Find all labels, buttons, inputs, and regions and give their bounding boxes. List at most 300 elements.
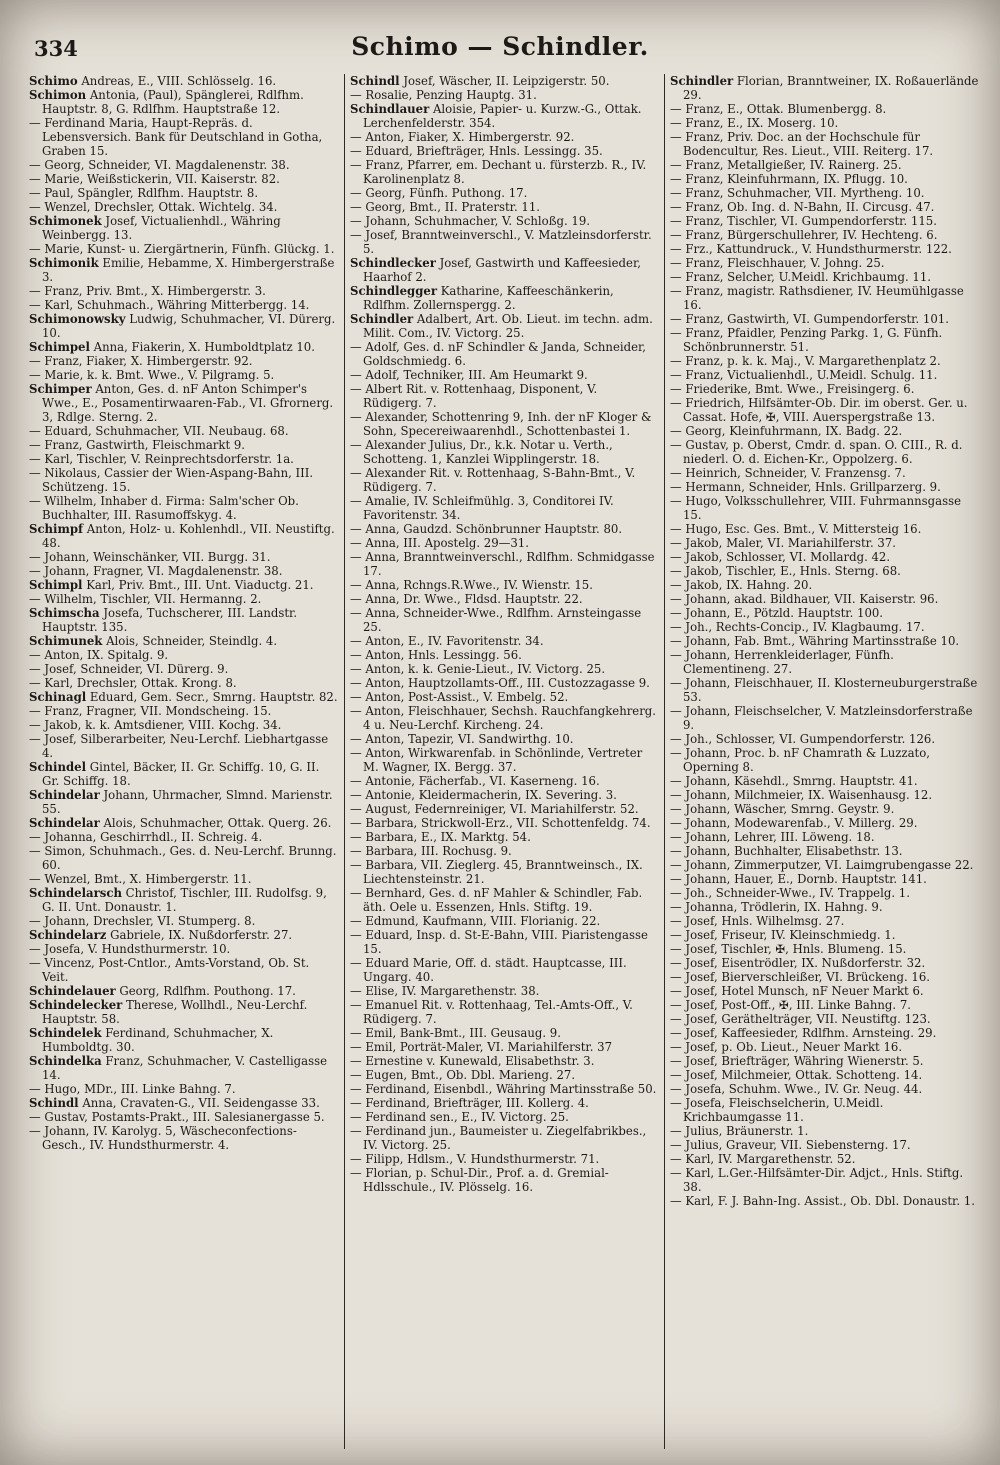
directory-entry [350, 998, 659, 1026]
entry-text: — Josef, Bierverschleißer, VI. Brückeng. 16. [670, 970, 930, 984]
entry-text: — Anton, Hnls. Lessingg. 56. [350, 648, 522, 662]
page-number: 334 [34, 36, 78, 61]
entry-text: — Hermann, Schneider, Hnls. Grillparzerg. 9. [670, 480, 941, 494]
entry-text: — Anna, Rchngs.R.Wwe., IV. Wienstr. 15. [350, 578, 593, 592]
entry-text: — Franz, Metallgießer, IV. Rainerg. 25. [670, 158, 902, 172]
directory-entry [350, 522, 659, 536]
directory-entry [29, 172, 339, 186]
directory-entry [29, 606, 339, 634]
directory-entry [670, 816, 979, 830]
directory-entry [29, 592, 339, 606]
entry-text: — Josef, Silberarbeiter, Neu-Lerchf. Liebhartgasse 4. [29, 732, 329, 760]
directory-entry [670, 326, 979, 354]
directory-entry [350, 746, 659, 774]
directory-entry [670, 424, 979, 438]
directory-entry [350, 536, 659, 550]
directory-entry [670, 564, 979, 578]
directory-entry [29, 732, 339, 760]
directory-entry [350, 1068, 659, 1082]
directory-entry [670, 788, 979, 802]
entry-text: — Franz, Selcher, U.Meidl. Krichbaumg. 11. [670, 270, 932, 284]
directory-entry [670, 606, 979, 620]
directory-entry [670, 1138, 979, 1152]
directory-entry [670, 102, 979, 116]
entry-text: — Wenzel, Drechsler, Ottak. Wichtelg. 34. [29, 200, 278, 214]
entry-text: — Franz, Tischler, VI. Gumpendorferstr. 115. [670, 214, 937, 228]
entry-text: — Anton, k. k. Genie-Lieut., IV. Victorg. 25. [350, 662, 606, 676]
directory-entry [350, 550, 659, 578]
directory-entry [350, 186, 659, 200]
directory-entry [350, 74, 659, 88]
entry-text: — Alexander Rit. v. Rottenhaag, S-Bahn-Bmt., V. Rüdigerg. 7. [350, 466, 636, 494]
entry-text: — Anton, Post-Assist., V. Embelg. 52. [350, 690, 569, 704]
entry-surname: Schindl [350, 74, 400, 88]
directory-entry [670, 466, 979, 480]
entry-text: — Marie, Weißstickerin, VII. Kaiserstr. 82. [29, 172, 280, 186]
directory-entry [670, 648, 979, 676]
entry-text: — Johann, Fleischselcher, V. Matzleinsdorferstraße 9. [670, 704, 973, 732]
directory-entry [350, 928, 659, 956]
entry-text: — Josefa, Schuhm. Wwe., IV. Gr. Neug. 44. [670, 1082, 923, 1096]
directory-entry [350, 774, 659, 788]
directory-entry [29, 984, 339, 998]
entry-text: Josef, Wäscher, II. Leipzigerstr. 50. [399, 74, 610, 88]
entry-surname: Schimper [29, 382, 92, 396]
directory-entry [29, 214, 339, 242]
entry-surname: Schimpl [29, 578, 83, 592]
directory-entry [670, 928, 979, 942]
entry-text: — Wilhelm, Inhaber d. Firma: Salm'scher Ob. Buchhalter, III. Rasumoffskyg. 4. [29, 494, 299, 522]
directory-entry [350, 578, 659, 592]
directory-entry [670, 872, 979, 886]
directory-entry [29, 634, 339, 648]
directory-entry [670, 74, 979, 102]
directory-entry [29, 1054, 339, 1082]
entry-text: — Franz, Gastwirth, Fleischmarkt 9. [29, 438, 246, 452]
entry-text: — Anton, IX. Spitalg. 9. [29, 648, 169, 662]
entry-text: Anna, Cravaten-G., VII. Seidengasse 33. [78, 1096, 320, 1110]
directory-entry [670, 956, 979, 970]
directory-entry [29, 676, 339, 690]
directory-entry [670, 914, 979, 928]
directory-entry [350, 648, 659, 662]
directory-entry [670, 536, 979, 550]
directory-entry [350, 144, 659, 158]
entry-surname: Schimonowsky [29, 312, 126, 326]
directory-entry [670, 1124, 979, 1138]
entry-text: — Georg, Fünfh. Puthong. 17. [350, 186, 528, 200]
entry-text: — Eduard, Briefträger, Hnls. Lessingg. 35. [350, 144, 603, 158]
entry-text: — Josef, Hotel Munsch, nF Neuer Markt 6. [670, 984, 924, 998]
directory-entry [29, 760, 339, 788]
entry-text: Christof, Tischler, III. Rudolfsg. 9, G. II. Unt. Donaustr. 1. [42, 886, 327, 914]
directory-entry [29, 354, 339, 368]
directory-entry [350, 816, 659, 830]
entry-text: — Johann, Fragner, VI. Magdalenenstr. 38. [29, 564, 283, 578]
directory-entry [350, 1082, 659, 1096]
directory-entry [29, 200, 339, 214]
entry-text: — Josef, Geräthelträger, VII. Neustiftg. 123. [670, 1012, 931, 1026]
directory-entry [670, 1040, 979, 1054]
entry-text: — Joh., Rechts-Concip., IV. Klagbaumg. 17. [670, 620, 925, 634]
directory-entry [350, 1110, 659, 1124]
directory-entry [670, 998, 979, 1012]
entry-text: Eduard, Gem. Secr., Smrng. Hauptstr. 82. [86, 690, 338, 704]
directory-entry [29, 578, 339, 592]
entry-text: Gintel, Bäcker, II. Gr. Schiffg. 10, G. II. Gr. Schiffg. 18. [42, 760, 320, 788]
entry-text: — Josef, Friseur, IV. Kleinschmiedg. 1. [670, 928, 896, 942]
entry-text: — August, Federnreiniger, VI. Mariahilferstr. 52. [350, 802, 639, 816]
entry-text: — Antonie, Fächerfab., VI. Kaserneng. 16. [350, 774, 600, 788]
directory-columns [24, 74, 984, 1449]
entry-text: Karl, Priv. Bmt., III. Unt. Viaductg. 21. [82, 578, 314, 592]
directory-entry [29, 844, 339, 872]
entry-text: — Julius, Graveur, VII. Siebensterng. 17. [670, 1138, 911, 1152]
directory-entry [670, 774, 979, 788]
directory-entry [350, 1166, 659, 1194]
column-right [664, 74, 984, 1449]
entry-text: — Franz, magistr. Rathsdiener, IV. Heumühlgasse 16. [670, 284, 964, 312]
directory-entry [670, 732, 979, 746]
directory-entry [350, 214, 659, 228]
directory-entry [29, 1082, 339, 1096]
directory-entry [29, 956, 339, 984]
directory-entry [670, 200, 979, 214]
directory-entry [350, 1054, 659, 1068]
entry-text: — Anna, Schneider-Wwe., Rdlfhm. Arnsteingasse 25. [350, 606, 642, 634]
entry-text: Georg, Rdlfhm. Pouthong. 17. [115, 984, 296, 998]
directory-entry [29, 382, 339, 424]
directory-entry [350, 312, 659, 340]
entry-text: — Emanuel Rit. v. Rottenhaag, Tel.-Amts-Off., V. Rüdigerg. 7. [350, 998, 633, 1026]
directory-entry [350, 130, 659, 144]
entry-text: Franz, Schuhmacher, V. Castelligasse 14. [42, 1054, 328, 1082]
entry-text: — Franz, p. k. k. Maj., V. Margarethenplatz 2. [670, 354, 941, 368]
entry-surname: Schindelek [29, 1026, 102, 1040]
directory-entry [670, 1054, 979, 1068]
entry-text: — Barbara, E., IX. Marktg. 54. [350, 830, 531, 844]
entry-text: — Johann, Lehrer, III. Löweng. 18. [670, 830, 875, 844]
entry-text: Therese, Wollhdl., Neu-Lerchf. Hauptstr. 58. [42, 998, 308, 1026]
directory-entry [29, 886, 339, 914]
entry-text: — Anton, Fiaker, X. Himbergerstr. 92. [350, 130, 575, 144]
entry-surname: Schindl [29, 1096, 79, 1110]
directory-entry [670, 438, 979, 466]
entry-text: — Johann, Wäscher, Smrng. Geystr. 9. [670, 802, 895, 816]
entry-text: — Josefa, V. Hundsthurmerstr. 10. [29, 942, 231, 956]
entry-surname: Schindlecker [350, 256, 436, 270]
directory-entry [670, 1166, 979, 1194]
directory-entry [29, 466, 339, 494]
directory-entry [29, 942, 339, 956]
entry-text: — Anna, Branntweinverschl., Rdlfhm. Schmidgasse 17. [350, 550, 655, 578]
column-middle [344, 74, 664, 1449]
entry-text: Alois, Schuhmacher, Ottak. Querg. 26. [99, 816, 332, 830]
entry-text: — Jakob, IX. Hahng. 20. [670, 578, 813, 592]
directory-entry [350, 662, 659, 676]
entry-text: — Ferdinand, Eisenbdl., Währing Martinsstraße 50. [350, 1082, 657, 1096]
directory-entry [29, 998, 339, 1026]
entry-surname: Schimonek [29, 214, 102, 228]
directory-entry [350, 88, 659, 102]
entry-text: — Karl, Drechsler, Ottak. Krong. 8. [29, 676, 237, 690]
directory-entry [670, 802, 979, 816]
directory-entry [670, 522, 979, 536]
entry-text: — Julius, Bräunerstr. 1. [670, 1124, 809, 1138]
entry-text: — Karl, L.Ger.-Hilfsämter-Dir. Adjct., Hnls. Stiftg. 38. [670, 1166, 964, 1194]
entry-text: — Josef, Schneider, VI. Dürerg. 9. [29, 662, 229, 676]
directory-entry [670, 550, 979, 564]
entry-surname: Schindelar [29, 788, 100, 802]
directory-entry [29, 522, 339, 550]
entry-text: — Franz, Fragner, VII. Mondscheing. 15. [29, 704, 272, 718]
entry-text: — Ferdinand Maria, Haupt-Repräs. d. Lebensversich. Bank für Deutschland in Gotha, Graben 15. [29, 116, 323, 158]
directory-entry [350, 382, 659, 410]
entry-text: — Anton, Wirkwarenfab. in Schönlinde, Vertreter M. Wagner, IX. Bergg. 37. [350, 746, 643, 774]
entry-text: Emilie, Hebamme, X. Himbergerstraße 3. [42, 256, 335, 284]
directory-entry [670, 1026, 979, 1040]
directory-entry [670, 830, 979, 844]
page-header [30, 30, 970, 68]
entry-text: — Friedrich, Hilfsämter-Ob. Dir. im oberst. Ger. u. Cassat. Hofe, ✠, VIII. Auerspergstraße 13. [670, 396, 968, 424]
entry-surname: Schimo [29, 74, 78, 88]
entry-text: — Emil, Porträt-Maler, VI. Mariahilferstr. 37 [350, 1040, 613, 1054]
entry-surname: Schindelarsch [29, 886, 122, 900]
entry-surname: Schimon [29, 88, 87, 102]
directory-entry [670, 186, 979, 200]
entry-text: — Johann, Herrenkleiderlager, Fünfh. Clementineng. 27. [670, 648, 894, 676]
directory-entry [350, 844, 659, 858]
directory-entry [350, 886, 659, 914]
entry-text: — Antonie, Kleidermacherin, IX. Severing. 3. [350, 788, 617, 802]
entry-text: — Amalie, IV. Schleifmühlg. 3, Conditorei IV. Favoritenstr. 34. [350, 494, 614, 522]
directory-entry [29, 424, 339, 438]
entry-text: — Franz, Schuhmacher, VII. Myrtheng. 10. [670, 186, 925, 200]
entry-text: — Johanna, Trödlerin, IX. Hahng. 9. [670, 900, 883, 914]
directory-entry [29, 928, 339, 942]
entry-text: — Florian, p. Schul-Dir., Prof. a. d. Gremial-Hdlsschule., IV. Plösselg. 16. [350, 1166, 609, 1194]
entry-text: — Georg, Schneider, VI. Magdalenenstr. 38. [29, 158, 290, 172]
directory-entry [670, 256, 979, 270]
entry-text: Johann, Uhrmacher, Slmnd. Marienstr. 55. [42, 788, 333, 816]
directory-entry [350, 676, 659, 690]
directory-entry [29, 648, 339, 662]
entry-text: — Edmund, Kaufmann, VIII. Florianig. 22. [350, 914, 601, 928]
directory-entry [670, 172, 979, 186]
entry-text: — Jakob, Schlosser, VI. Mollardg. 42. [670, 550, 891, 564]
directory-entry [29, 242, 339, 256]
entry-surname: Schindler [670, 74, 734, 88]
entry-text: — Josef, Kaffeesieder, Rdlfhm. Arnsteing. 29. [670, 1026, 937, 1040]
entry-text: — Josef, Hnls. Wilhelmsg. 27. [670, 914, 845, 928]
entry-text: — Franz, Ob. Ing. d. N-Bahn, II. Circusg. 47. [670, 200, 935, 214]
entry-text: — Anna, Gaudzd. Schönbrunner Hauptstr. 80. [350, 522, 623, 536]
directory-entry [670, 578, 979, 592]
directory-entry [670, 270, 979, 284]
entry-text: Aloisie, Papier- u. Kurzw.-G., Ottak. Lerchenfelderstr. 354. [363, 102, 642, 130]
entry-text: — Franz, Priv. Bmt., X. Himbergerstr. 3. [29, 284, 266, 298]
entry-text: — Johann, Hauer, E., Dornb. Hauptstr. 141. [670, 872, 927, 886]
entry-text: — Johann, IV. Karolyg. 5, Wäscheconfections-Gesch., IV. Hundsthurmerstr. 4. [29, 1124, 297, 1152]
entry-text: — Joh., Schneider-Wwe., IV. Trappelg. 1. [670, 886, 910, 900]
entry-text: Josef, Victualienhdl., Währing Weinbergg. 13. [42, 214, 281, 242]
directory-entry [350, 690, 659, 704]
directory-entry [670, 228, 979, 242]
directory-entry [29, 368, 339, 382]
directory-entry [670, 130, 979, 158]
entry-text: — Franz, Fleischhauer, V. Johng. 25. [670, 256, 885, 270]
entry-text: — Jakob, Tischler, E., Hnls. Sterng. 68. [670, 564, 901, 578]
directory-entry [670, 1152, 979, 1166]
directory-entry [29, 830, 339, 844]
entry-text: Ferdinand, Schuhmacher, X. Humboldtg. 30. [42, 1026, 274, 1054]
entry-text: — Anna, III. Apostelg. 29—31. [350, 536, 529, 550]
directory-entry [350, 200, 659, 214]
entry-text: — Gustav, Postamts-Prakt., III. Salesianergasse 5. [29, 1110, 325, 1124]
entry-surname: Schindelka [29, 1054, 102, 1068]
entry-text: — Josef, Tischler, ✠, Hnls. Blumeng. 15. [670, 942, 907, 956]
entry-text: — Hugo, MDr., III. Linke Bahng. 7. [29, 1082, 236, 1096]
entry-text: — Emil, Bank-Bmt., III. Geusaug. 9. [350, 1026, 561, 1040]
entry-text: — Bernhard, Ges. d. nF Mahler & Schindler, Fab. äth. Oele u. Essenzen, Hnls. Stiftg. 19. [350, 886, 643, 914]
entry-text: — Rosalie, Penzing Hauptg. 31. [350, 88, 537, 102]
entry-text: — Franz, Kleinfuhrmann, IX. Pflugg. 10. [670, 172, 908, 186]
directory-entry [670, 676, 979, 704]
entry-text: Antonia, (Paul), Spänglerei, Rdlfhm. Hauptstr. 8, G. Rdlfhm. Hauptstraße 12. [42, 88, 304, 116]
entry-surname: Schimonik [29, 256, 99, 270]
directory-entry [350, 634, 659, 648]
entry-text: — Johann, Zimmerputzer, VI. Laimgrubengasse 22. [670, 858, 974, 872]
directory-entry [350, 438, 659, 466]
entry-text: Ludwig, Schuhmacher, VI. Dürerg. 10. [42, 312, 336, 340]
entry-text: Andreas, E., VIII. Schlösselg. 16. [77, 74, 277, 88]
directory-entry [29, 158, 339, 172]
entry-text: — Franz, E., IX. Moserg. 10. [670, 116, 839, 130]
entry-text: — Josef, p. Ob. Lieut., Neuer Markt 16. [670, 1040, 903, 1054]
entry-text: — Johann, Käsehdl., Smrng. Hauptstr. 41. [670, 774, 918, 788]
directory-entry [29, 816, 339, 830]
directory-entry [350, 830, 659, 844]
entry-text: Florian, Branntweiner, IX. Roßauerlände 29. [683, 74, 979, 102]
entry-text: — Gustav, p. Oberst, Cmdr. d. span. O. CIII., R. d. niederl. O. d. Eichen-Kr., Oppolzerg. 6. [670, 438, 963, 466]
directory-entry [670, 634, 979, 648]
directory-entry [29, 312, 339, 340]
directory-entry [670, 368, 979, 382]
directory-entry [350, 984, 659, 998]
entry-text: — Karl, IV. Margarethenstr. 52. [670, 1152, 856, 1166]
directory-entry [29, 914, 339, 928]
entry-surname: Schindelarz [29, 928, 107, 942]
entry-text: — Josef, Milchmeier, Ottak. Schotteng. 14. [670, 1068, 923, 1082]
entry-text: Katharine, Kaffeeschänkerin, Rdlfhm. Zollernspergg. 2. [363, 284, 614, 312]
entry-text: — Franz, Pfarrer, em. Dechant u. fürsterzb. R., IV. Karolinenplatz 8. [350, 158, 647, 186]
directory-entry [670, 354, 979, 368]
entry-text: — Barbara, VII. Zieglerg. 45, Branntweinsch., IX. Liechtensteinstr. 21. [350, 858, 643, 886]
directory-entry [350, 1096, 659, 1110]
entry-text: — Eduard, Schuhmacher, VII. Neubaug. 68. [29, 424, 289, 438]
entry-text: — Marie, Kunst- u. Ziergärtnerin, Fünfh. Glückg. 1. [29, 242, 335, 256]
directory-entry [670, 396, 979, 424]
entry-text: Alois, Schneider, Steindlg. 4. [102, 634, 278, 648]
directory-entry [670, 970, 979, 984]
entry-text: — Marie, k. k. Bmt. Wwe., V. Pilgramg. 5. [29, 368, 275, 382]
entry-text: — Karl, F. J. Bahn-Ing. Assist., Ob. Dbl. Donaustr. 1. [670, 1194, 975, 1208]
entry-text: — Barbara, III. Rochusg. 9. [350, 844, 512, 858]
directory-entry [350, 158, 659, 186]
entry-surname: Schindelar [29, 816, 100, 830]
entry-text: — Adolf, Techniker, III. Am Heumarkt 9. [350, 368, 588, 382]
directory-entry [29, 438, 339, 452]
entry-surname: Schindlauer [350, 102, 430, 116]
entry-text: — Albert Rit. v. Rottenhaag, Disponent, V. Rüdigerg. 7. [350, 382, 598, 410]
entry-text: — Josef, Branntweinverschl., V. Matzleinsdorferstr. 5. [350, 228, 652, 256]
directory-entry [350, 466, 659, 494]
directory-entry [670, 858, 979, 872]
directory-entry [670, 242, 979, 256]
entry-text: Anna, Fiakerin, X. Humboldtplatz 10. [89, 340, 315, 354]
directory-entry [29, 340, 339, 354]
entry-text: — Anton, Hauptzollamts-Off., III. Custozzagasse 9. [350, 676, 650, 690]
entry-text: — Johann, akad. Bildhauer, VII. Kaiserstr. 96. [670, 592, 939, 606]
directory-entry [670, 312, 979, 326]
directory-entry [670, 382, 979, 396]
entry-text: — Karl, Tischler, V. Reinprechtsdorferstr. 1a. [29, 452, 294, 466]
entry-text: — Johann, Fab. Bmt., Währing Martinsstraße 10. [670, 634, 960, 648]
entry-text: — Elise, IV. Margarethenstr. 38. [350, 984, 540, 998]
directory-entry [29, 88, 339, 116]
entry-text: — Ferdinand, Briefträger, III. Kollerg. 4. [350, 1096, 589, 1110]
entry-text: — Anton, E., IV. Favoritenstr. 34. [350, 634, 544, 648]
directory-entry [350, 704, 659, 732]
entry-text: — Franz, E., Ottak. Blumenbergg. 8. [670, 102, 887, 116]
entry-text: — Anton, Fleischhauer, Sechsh. Rauchfangkehrerg. 4 u. Neu-Lerchf. Kircheng. 24. [350, 704, 657, 732]
entry-text: — Vincenz, Post-Cntlor., Amts-Vorstand, Ob. St. Veit. [29, 956, 310, 984]
directory-entry [29, 718, 339, 732]
directory-entry [29, 74, 339, 88]
directory-entry [670, 480, 979, 494]
entry-text: — Johann, Drechsler, VI. Stumperg. 8. [29, 914, 256, 928]
directory-entry [29, 494, 339, 522]
directory-entry [29, 256, 339, 284]
entry-surname: Schimpf [29, 522, 84, 536]
entry-text: — Barbara, Strickwoll-Erz., VII. Schottenfeldg. 74. [350, 816, 651, 830]
directory-entry [350, 284, 659, 312]
directory-entry [350, 802, 659, 816]
entry-text: — Josef, Post-Off., ✠, III. Linke Bahng. 7. [670, 998, 911, 1012]
entry-text: Josef, Gastwirth und Kaffeesieder, Haarhof 2. [363, 256, 641, 284]
directory-entry [350, 1152, 659, 1166]
entry-text: — Franz, Pfaidler, Penzing Parkg. 1, G. Fünfh. Schönbrunnerstr. 51. [670, 326, 943, 354]
entry-text: — Anton, Tapezir, VI. Sandwirthg. 10. [350, 732, 574, 746]
directory-entry [29, 1110, 339, 1124]
directory-entry [29, 550, 339, 564]
directory-entry [29, 1124, 339, 1152]
directory-entry [350, 410, 659, 438]
directory-entry [29, 704, 339, 718]
entry-text: — Nikolaus, Cassier der Wien-Aspang-Bahn, III. Schützeng. 15. [29, 466, 314, 494]
directory-entry [670, 620, 979, 634]
directory-entry [29, 564, 339, 578]
entry-text: — Friederike, Bmt. Wwe., Freisingerg. 6. [670, 382, 915, 396]
entry-text: — Georg, Bmt., II. Praterstr. 11. [350, 200, 541, 214]
entry-text: — Simon, Schuhmach., Ges. d. Neu-Lerchf. Brunng. 60. [29, 844, 337, 872]
directory-entry [670, 984, 979, 998]
directory-entry [670, 704, 979, 732]
directory-entry [670, 1096, 979, 1124]
directory-entry [670, 844, 979, 858]
entry-text: — Adolf, Ges. d. nF Schindler & Janda, Schneider, Goldschmiedg. 6. [350, 340, 647, 368]
running-head: Schimo — Schindler. [351, 32, 649, 61]
